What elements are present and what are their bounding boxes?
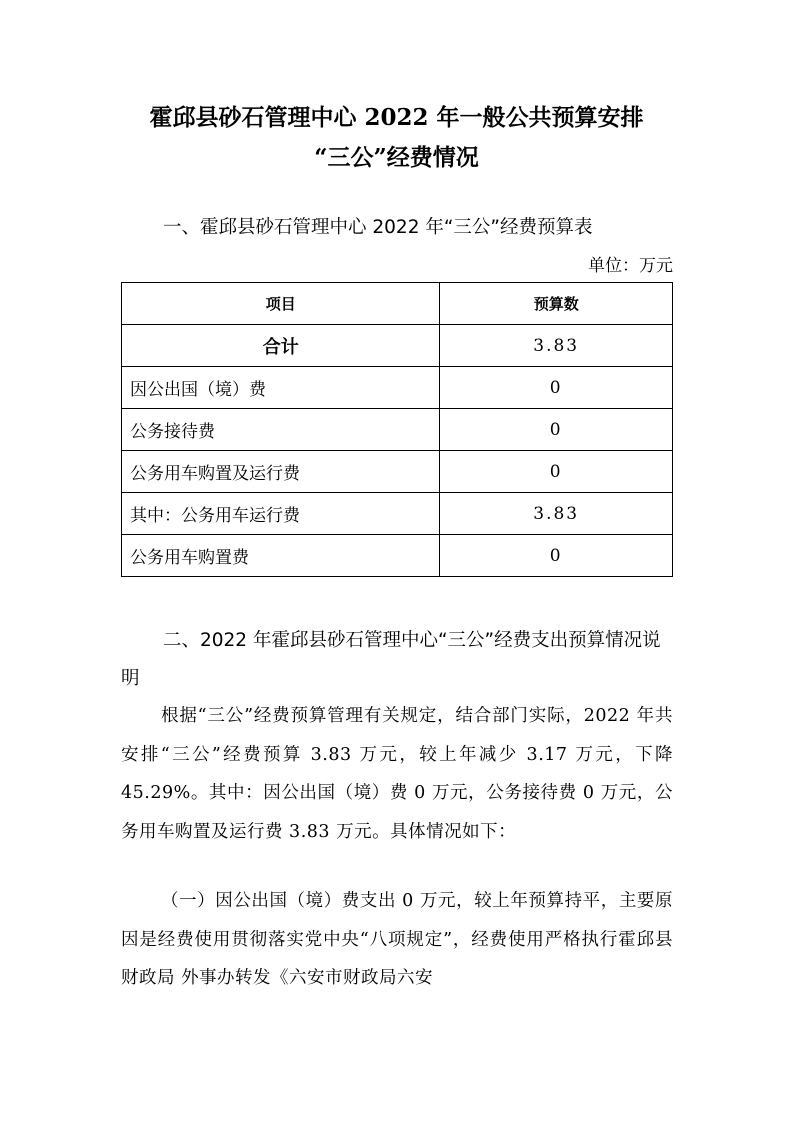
explanation-paragraph: 根据“三公”经费预算管理有关规定，结合部门实际，2022 年共安排“三公”经费预算 3.83 万元，较上年减少 3.17 万元，下降 45.29%。其中：因公出国（境）费 0 万元，公务接待费 0 万元，公务用车购置及运行费 3.83 万元。具体情况如下： (121, 706, 673, 842)
row-budget-value: 0 (440, 535, 673, 577)
row-budget-value: 0 (440, 451, 673, 493)
row-item-label: 其中：公务用车运行费 (122, 493, 440, 535)
row-budget-value: 0 (440, 367, 673, 409)
budget-table (121, 282, 673, 577)
column-header-budget: 预算数 (440, 283, 673, 325)
unit-label: 单位：万元 (588, 256, 673, 276)
table-row (122, 535, 673, 577)
row-item-label: 公务用车购置及运行费 (122, 451, 440, 493)
document-title-line-2: “三公”经费情况 (314, 144, 479, 171)
row-item-label: 因公出国（境）费 (122, 367, 440, 409)
section-1-heading: 一、霍邱县砂石管理中心 2022 年“三公”经费预算表 (163, 217, 593, 238)
detail-paragraph-1: （一）因公出国（境）费支出 0 万元，较上年预算持平，主要原因是经费使用贯彻落实党中央“八项规定”，经费使用严格执行霍邱县财政局 外事办转发《六安市财政局六安 (121, 891, 673, 988)
row-item-label: 公务用车购置费 (122, 535, 440, 577)
row-budget-value: 3.83 (440, 493, 673, 535)
row-item-label: 公务接待费 (122, 409, 440, 451)
table-row (122, 493, 673, 535)
column-header-item: 项目 (122, 283, 440, 325)
table-row (122, 451, 673, 493)
table-row-total (122, 325, 673, 367)
row-budget-value: 3.83 (440, 325, 673, 367)
document-title-line-1: 霍邱县砂石管理中心 2022 年一般公共预算安排 (149, 104, 644, 131)
row-item-label: 合计 (122, 325, 440, 367)
table-row (122, 409, 673, 451)
table-row (122, 367, 673, 409)
table-header-row (122, 283, 673, 325)
section-2-heading: 二、2022 年霍邱县砂石管理中心“三公”经费支出预算情况说明 (121, 630, 661, 689)
row-budget-value: 0 (440, 409, 673, 451)
